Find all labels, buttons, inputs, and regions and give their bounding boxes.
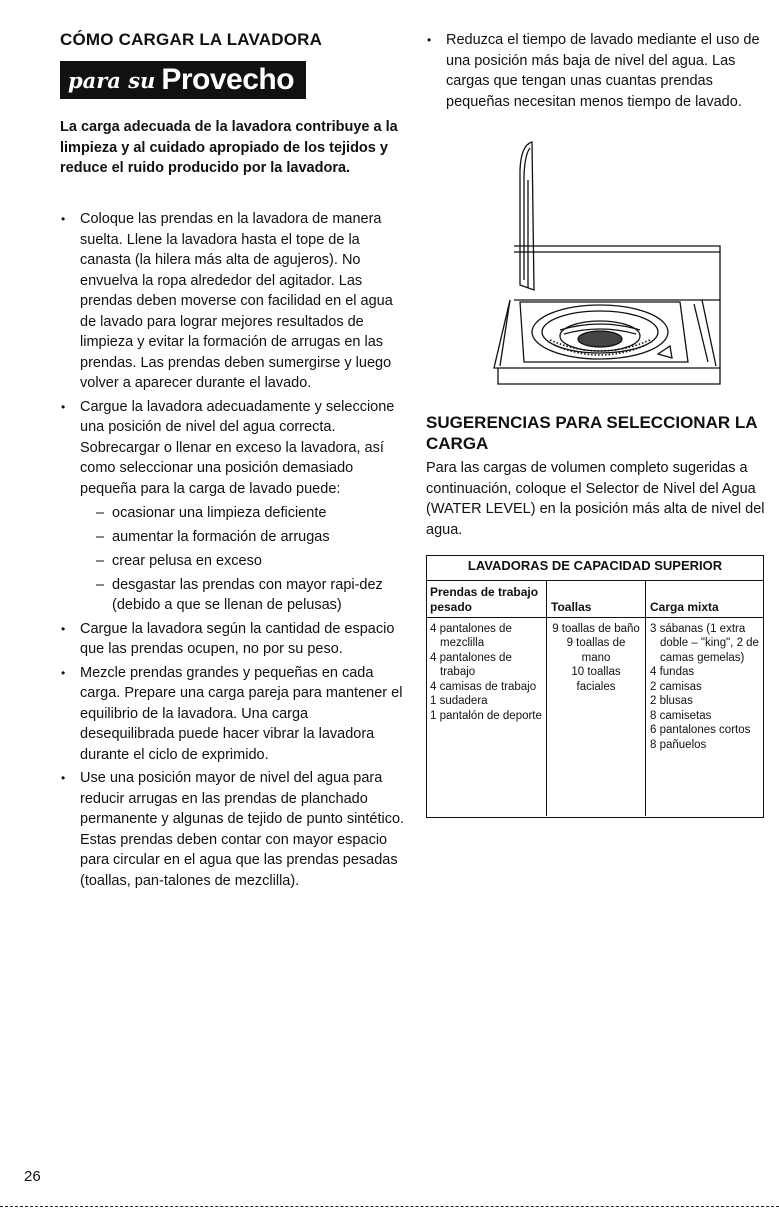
column-header-heavy-work: Prendas de trabajo pesado xyxy=(426,580,547,617)
list-item: – desgastar las prendas con mayor rapi-dez (debido a que se llenan de pelusas) xyxy=(96,575,405,616)
table-cell-item: 1 pantalón de deporte xyxy=(430,709,542,722)
table-cell-item: 8 pañuelos xyxy=(650,738,707,751)
heavy-work-cell xyxy=(426,617,547,816)
section-title: CÓMO CARGAR LA LAVADORA xyxy=(60,30,323,49)
list-item: • Use una posición mayor de nivel del agua para reducir arrugas en las prendas de planchado permanente y algunas de tejido de punto sintético. Estas prendas deben contar con mayor espacio para circular en el agua que las prendas pesadas (toallas, pan-talones de mezclilla). xyxy=(60,768,405,891)
load-suggestions-heading: SUGERENCIAS PARA SELECCIONAR LA CARGA xyxy=(426,413,757,453)
table-cell-item: 2 camisas xyxy=(650,680,702,693)
page-bottom-rule xyxy=(0,1206,779,1207)
list-item: – ocasionar una limpieza deficiente xyxy=(96,503,405,524)
list-item: • Reduzca el tiempo de lavado mediante el uso de una posición más baja de nivel del agua. Las cargas que tengan unas cuantas prendas pequeñas necesitan menos tiempo de lavado. xyxy=(426,30,771,112)
table-cell-item: 8 camisetas xyxy=(650,709,712,722)
table-cell-item: 9 toallas de mano xyxy=(566,637,626,664)
washer-illustration xyxy=(488,140,728,390)
table-cell-item: 3 sábanas (1 extra doble – "king", 2 de camas gemelas) xyxy=(650,622,759,664)
list-item: • Coloque las prendas en la lavadora de manera suelta. Llene la lavadora hasta el tope de la canasta (la hilera más alta de agujeros). No envuelva la ropa alrededor del agitador. Las prendas deben moverse con facilidad en el agua de lavado para lograr mejores resultados de limpieza y evitar la formación de arrugas en las prendas. Las prendas deben sumergirse y luego volver a aparecer durante el lavado. xyxy=(60,209,405,394)
list-item: – aumentar la formación de arrugas xyxy=(96,527,405,548)
load-suggestions-text: Para las cargas de volumen completo sugeridas a continuación, coloque el Selector de Nivel del Agua (WATER LEVEL) en la posición más alta de nivel del agua. xyxy=(426,460,765,538)
table-cell-item: 10 toallas faciales xyxy=(571,666,621,693)
table-cell-item: 4 camisas de trabajo xyxy=(430,680,537,693)
load-suggestions-table xyxy=(426,555,764,816)
table-cell-item: 9 toallas de baño xyxy=(552,622,640,635)
banner-big-text: Provecho xyxy=(161,63,295,96)
table-cell-item: 4 fundas xyxy=(650,666,695,678)
column-header-towels: Toallas xyxy=(547,580,646,617)
consequences-list xyxy=(80,503,405,616)
table-cell-item: 2 blusas xyxy=(650,695,693,707)
loading-tips-list xyxy=(60,209,405,891)
table-cell-item: 1 sudadera xyxy=(430,695,488,707)
column-header-mixed-load: Carga mixta xyxy=(646,580,765,617)
table-cell-item: 4 pantalones de mezclilla xyxy=(430,622,512,649)
page-number: 26 xyxy=(24,1168,41,1185)
list-item: – crear pelusa en exceso xyxy=(96,551,405,572)
list-item: • Cargue la lavadora según la cantidad de espacio que las prendas ocupen, no por su peso. xyxy=(60,619,405,660)
banner-script-text: para su xyxy=(67,67,156,93)
para-su-provecho-logo xyxy=(60,61,306,99)
table-cell-item: 6 pantalones cortos xyxy=(650,724,751,736)
table-cell-item: 4 pantalones de trabajo xyxy=(430,651,512,678)
list-item: • Mezcle prendas grandes y pequeñas en cada carga. Prepare una carga pareja para mantener el equilibrio de la lavadora. Una carga desequilibrada puede hacer vibrar la lavadora durante el ciclo de exprimido. xyxy=(60,663,405,766)
intro-paragraph: La carga adecuada de la lavadora contribuye a la limpieza y al cuidado apropiado de los tejidos y reduce el ruido producido por la lavadora. xyxy=(60,119,398,176)
table-caption: LAVADORAS DE CAPACIDAD SUPERIOR xyxy=(426,555,764,580)
towels-cell xyxy=(547,617,646,816)
mixed-load-cell xyxy=(646,617,765,816)
list-item: • Cargue la lavadora adecuadamente y seleccione una posición de nivel del agua correcta. Sobrecargar o llenar en exceso la lavadora, así como seleccionar una posición demasiado pequeña para la carga de lavado puede: – ocasionar una limpieza deficiente – aumentar la formación de arrugas – crear pelusa en exceso – desgastar las prendas con mayor rapi-dez (debido a que se llenan de pelusas) xyxy=(60,397,405,616)
wash-time-tip xyxy=(426,30,771,112)
